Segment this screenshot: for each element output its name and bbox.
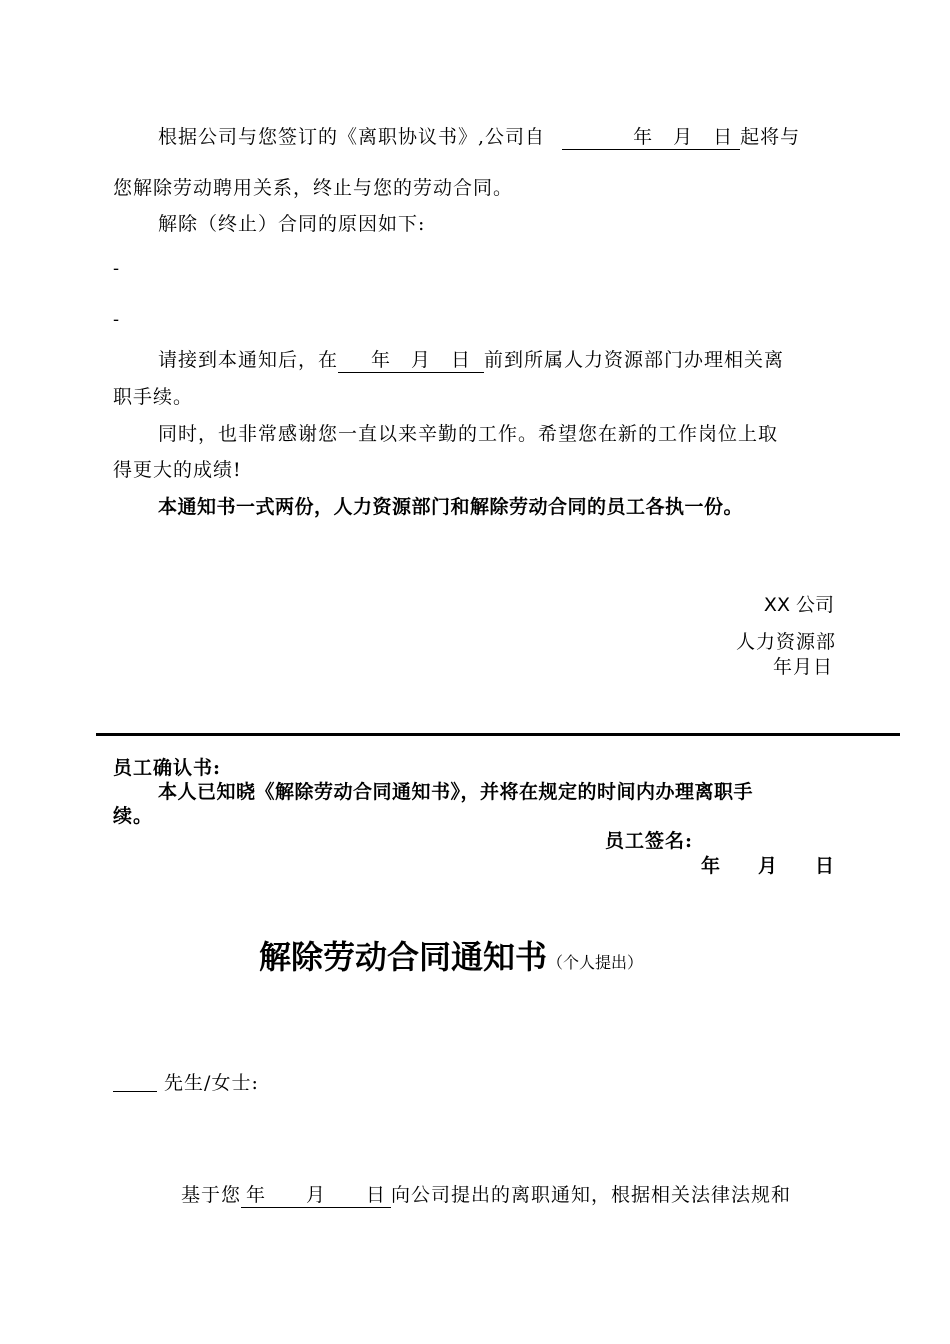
- handover-date-blank[interactable]: 年 月 日: [338, 348, 484, 373]
- document-title: [259, 932, 643, 978]
- notice-para-3-line-2: 得更大的成绩!: [113, 459, 242, 481]
- company-name: XX 公司: [763, 594, 834, 616]
- second-notice-para-1: 基于您 年 月 日 向公司提出的离职通知，根据相关法律法规和: [181, 1184, 792, 1206]
- termination-date-blank[interactable]: 年 月 日: [562, 125, 740, 150]
- notice-para-2-line-2: 职手续。: [113, 386, 194, 408]
- notice-para-1-line-2: 您解除劳动聘用关系，终止与您的劳动合同。: [113, 177, 514, 199]
- reason-item-2: -: [113, 309, 120, 330]
- resignation-date-blank[interactable]: 年 月 日: [241, 1183, 391, 1208]
- confirmation-body-line-2: 续。: [113, 805, 154, 827]
- notice-para-2-line-1: 请接到本通知后，在 年 月 日 前到所属人力资源部门办理相关离: [158, 349, 785, 371]
- notice-para-1-text: 根据公司与您签订的《离职协议书》,公司自: [158, 126, 546, 148]
- notice-copies-statement: 本通知书一式两份，人力资源部门和解除劳动合同的员工各执一份。: [158, 496, 744, 518]
- salutation: 先生/女士:: [113, 1071, 259, 1095]
- confirmation-date: 年 月 日: [700, 855, 834, 877]
- reason-item-1: -: [113, 258, 120, 279]
- employee-signature-field[interactable]: 员工签名:: [605, 830, 694, 852]
- notice-para-3-line-1: 同时，也非常感谢您一直以来辛勤的工作。希望您在新的工作岗位上取: [158, 423, 779, 445]
- name-blank[interactable]: [113, 1071, 157, 1092]
- title-subtitle: （个人提出）: [547, 953, 644, 972]
- section-divider: [96, 733, 900, 736]
- notice-para-1-line-1: 根据公司与您签订的《离职协议书》,公司自 年 月 日 起将与: [158, 126, 801, 148]
- confirmation-body-line-1: 本人已知晓《解除劳动合同通知书》，并将在规定的时间内办理离职手: [158, 781, 754, 803]
- confirmation-heading: 员工确认书:: [113, 757, 222, 779]
- reason-intro: 解除（终止）合同的原因如下:: [158, 213, 426, 235]
- title-text: 解除劳动合同通知书: [259, 938, 548, 976]
- signature-date: 年月日: [772, 656, 833, 678]
- hr-department: 人力资源部: [735, 631, 836, 653]
